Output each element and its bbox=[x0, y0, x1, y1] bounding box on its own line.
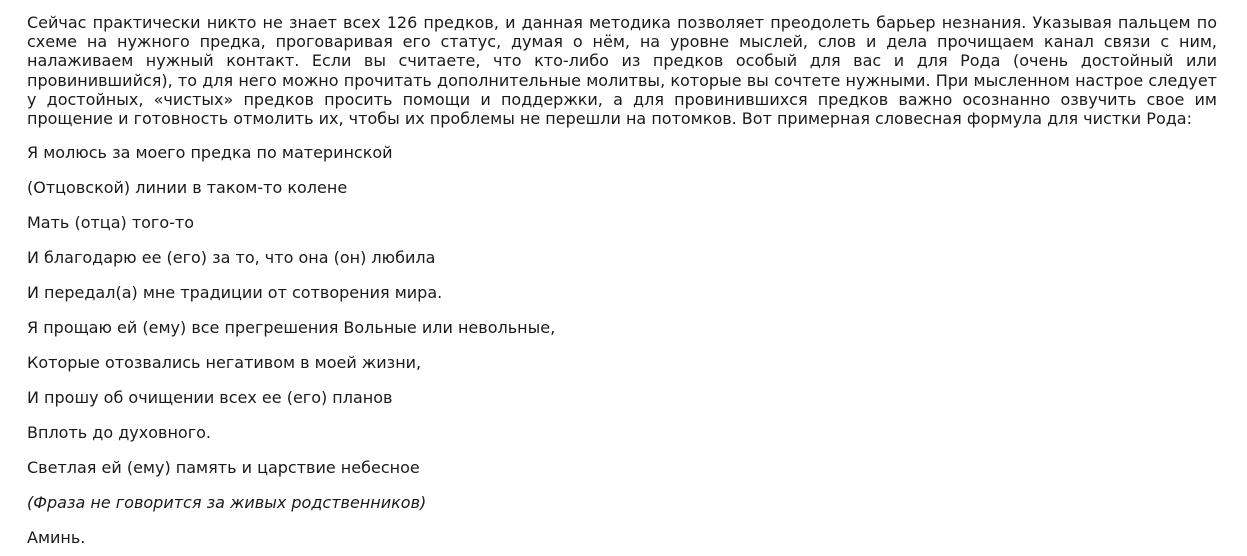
prayer-line: (Отцовской) линии в таком-то колене bbox=[27, 178, 348, 197]
prayer-line: Которые отозвались негативом в моей жизни, bbox=[27, 353, 422, 372]
article bbox=[27, 13, 1217, 547]
intro-paragraph: Сейчас практически никто не знает всех 126 предков, и данная методика позволяет преодолеть барьер незнания. Указывая пальцем по схеме на нужного предка, проговаривая его статус, думая о нём, на уровне мыслей, слов и дела прочищаем канал связи с ним, налаживаем нужный контакт. Если вы считаете, что кто-либо из предков особый для вас и для Рода (очень достойный или провинившийся), то для него можно прочитать дополнительные молитвы, которые вы сочтете нужными. При мысленном настрое следует у достойных, «чистых» предков просить помощи и поддержки, а для провинившихся предков важно осознанно озвучить свое им прощение и готовность отмолить их, чтобы их проблемы не перешли на потомков. Вот примерная словесная формула для чистки Рода: bbox=[27, 13, 1217, 129]
prayer-line: Мать (отца) того-то bbox=[27, 213, 195, 232]
prayer-line: И благодарю ее (его) за то, что она (он) любила bbox=[27, 248, 436, 267]
prayer-note: (Фраза не говорится за живых родственников) bbox=[27, 493, 427, 512]
prayer-line: Вплоть до духовного. bbox=[27, 423, 211, 442]
prayer-amen: Аминь. bbox=[27, 528, 86, 547]
prayer-line: Я молюсь за моего предка по материнской bbox=[27, 143, 393, 162]
prayer-line: Светлая ей (ему) память и царствие небесное bbox=[27, 458, 420, 477]
prayer-line: И прошу об очищении всех ее (его) планов bbox=[27, 388, 393, 407]
prayer-line: И передал(а) мне традиции от сотворения мира. bbox=[27, 283, 443, 302]
prayer-line: Я прощаю ей (ему) все прегрешения Вольные или невольные, bbox=[27, 318, 556, 337]
